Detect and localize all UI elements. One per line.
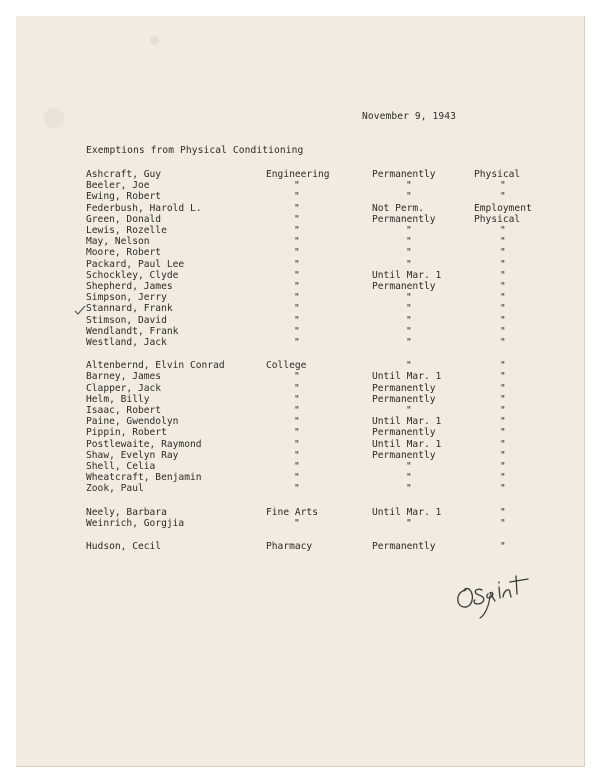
field-cell: " [294, 371, 300, 383]
duration-cell: " [406, 258, 412, 270]
duration-cell: Permanently [372, 541, 436, 552]
student-name: Neely, Barbara [86, 506, 167, 518]
exemption-type-cell: " [500, 371, 506, 383]
check-mark-icon [74, 305, 86, 315]
field-cell: " [294, 225, 300, 236]
duration-cell: Until Mar. 1 [372, 506, 442, 518]
student-name: Federbush, Harold L. [86, 202, 202, 214]
exemption-type-cell: " [500, 517, 506, 529]
table-row [0, 541, 600, 552]
student-name: Paine, Gwendolyn [86, 416, 179, 428]
table-row [0, 461, 600, 472]
exemption-type-cell: Physical [474, 213, 521, 225]
exemption-type-cell: " [500, 258, 506, 270]
duration-cell: Permanently [372, 213, 436, 225]
field-cell: " [294, 191, 300, 203]
student-name: Wheatcraft, Benjamin [86, 472, 202, 484]
duration-cell: " [406, 314, 412, 326]
table-row [0, 371, 600, 382]
table-row [0, 439, 600, 450]
duration-cell: " [406, 247, 412, 259]
student-name: Altenbernd, Elvin Conrad [86, 360, 225, 372]
table-row [0, 259, 600, 270]
duration-cell: Until Mar. 1 [372, 416, 442, 428]
field-cell: " [294, 483, 300, 495]
field-cell: " [294, 236, 300, 248]
field-cell: " [294, 393, 300, 405]
exemption-type-cell: " [500, 449, 506, 461]
table-row [0, 450, 600, 461]
exemption-type-cell: " [500, 541, 506, 552]
field-cell: " [294, 461, 300, 472]
student-name: Schockley, Clyde [86, 269, 179, 281]
field-cell: " [294, 281, 300, 292]
student-name: Stimson, David [86, 314, 167, 326]
student-name: Lewis, Rozelle [86, 225, 167, 236]
duration-cell: " [406, 337, 412, 348]
exemption-type-cell: " [500, 461, 506, 472]
duration-cell: Permanently [372, 169, 436, 180]
table-row [0, 405, 600, 416]
student-name: Hudson, Cecil [86, 541, 162, 552]
table-row [0, 214, 600, 225]
student-name: Clapper, Jack [86, 382, 162, 394]
field-cell: " [294, 258, 300, 270]
student-name: May, Nelson [86, 236, 150, 248]
table-row [0, 427, 600, 438]
field-cell: Pharmacy [266, 541, 313, 552]
table-row [0, 247, 600, 258]
duration-cell: " [406, 292, 412, 304]
exemption-type-cell: " [500, 416, 506, 428]
duration-cell: Not Perm. [372, 202, 424, 214]
student-name: Weinrich, Gorgjia [86, 517, 185, 529]
table-row [0, 180, 600, 191]
table-row [0, 203, 600, 214]
exemption-type-cell: " [500, 191, 506, 203]
table-row [0, 483, 600, 494]
student-name: Stannard, Frank [86, 303, 173, 315]
duration-cell: " [406, 360, 412, 372]
duration-cell: Permanently [372, 449, 436, 461]
table-row [0, 326, 600, 337]
exemption-type-cell: " [500, 382, 506, 394]
student-name: Helm, Billy [86, 393, 150, 405]
field-cell: " [294, 292, 300, 304]
field-cell: " [294, 325, 300, 337]
duration-cell: Permanently [372, 427, 436, 439]
duration-cell: " [406, 225, 412, 236]
exemption-type-cell: " [500, 180, 506, 192]
field-cell: " [294, 405, 300, 416]
table-row [0, 270, 600, 281]
handwritten-signature [452, 560, 534, 620]
exemption-type-cell: " [500, 269, 506, 281]
duration-cell: " [406, 180, 412, 192]
field-cell: " [294, 472, 300, 484]
exemption-type-cell: " [500, 325, 506, 337]
table-row [0, 225, 600, 236]
duration-cell: Until Mar. 1 [372, 371, 442, 383]
document-date: November 9, 1943 [362, 111, 457, 122]
duration-cell: Permanently [372, 382, 436, 394]
student-name: Beeler, Joe [86, 180, 150, 192]
table-row [0, 394, 600, 405]
table-row [0, 360, 600, 371]
student-name: Wendlandt, Frank [86, 325, 179, 337]
paper-stain [44, 108, 64, 128]
duration-cell: " [406, 517, 412, 529]
exemption-type-cell: " [500, 405, 506, 416]
field-cell: " [294, 269, 300, 281]
field-cell: " [294, 517, 300, 529]
exemption-type-cell: Employment [474, 202, 532, 214]
field-cell: " [294, 449, 300, 461]
student-name: Green, Donald [86, 213, 162, 225]
student-name: Packard, Paul Lee [86, 258, 185, 270]
exemption-type-cell: " [500, 360, 506, 372]
exemption-type-cell: " [500, 483, 506, 495]
document-heading: Exemptions from Physical Conditioning [86, 145, 304, 156]
table-row [0, 383, 600, 394]
exemption-type-cell: Physical [474, 169, 521, 180]
field-cell: " [294, 382, 300, 394]
table-row [0, 281, 600, 292]
duration-cell: " [406, 405, 412, 416]
duration-cell: " [406, 236, 412, 248]
student-name: Barney, James [86, 371, 162, 383]
table-row [0, 337, 600, 348]
field-cell: " [294, 314, 300, 326]
exemption-type-cell: " [500, 281, 506, 292]
field-cell: " [294, 438, 300, 450]
table-row [0, 518, 600, 529]
duration-cell: Permanently [372, 281, 436, 292]
duration-cell: Permanently [372, 393, 436, 405]
student-name: Pippin, Robert [86, 427, 167, 439]
duration-cell: " [406, 461, 412, 472]
student-name: Zook, Paul [86, 483, 144, 495]
student-name: Ewing, Robert [86, 191, 162, 203]
duration-cell: " [406, 472, 412, 484]
exemption-type-cell: " [500, 247, 506, 259]
duration-cell: " [406, 303, 412, 315]
table-row [0, 315, 600, 326]
table-row [0, 507, 600, 518]
exemption-type-cell: " [500, 472, 506, 484]
field-cell: Engineering [266, 169, 330, 180]
field-cell: " [294, 213, 300, 225]
table-row [0, 472, 600, 483]
table-row [0, 303, 600, 314]
student-name: Ashcraft, Guy [86, 169, 162, 180]
student-name: Shell, Celia [86, 461, 156, 472]
exemption-type-cell: " [500, 506, 506, 518]
field-cell: Fine Arts [266, 506, 318, 518]
duration-cell: Until Mar. 1 [372, 438, 442, 450]
exemption-type-cell: " [500, 337, 506, 348]
table-row [0, 236, 600, 247]
student-name: Shaw, Evelyn Ray [86, 449, 179, 461]
duration-cell: " [406, 483, 412, 495]
exemption-type-cell: " [500, 314, 506, 326]
exemption-type-cell: " [500, 438, 506, 450]
exemption-type-cell: " [500, 292, 506, 304]
field-cell: " [294, 247, 300, 259]
exemption-type-cell: " [500, 303, 506, 315]
exemption-type-cell: " [500, 225, 506, 236]
field-cell: " [294, 337, 300, 348]
field-cell: " [294, 416, 300, 428]
duration-cell: " [406, 325, 412, 337]
field-cell: " [294, 427, 300, 439]
paper-stain [150, 36, 159, 45]
field-cell: " [294, 303, 300, 315]
exemption-type-cell: " [500, 393, 506, 405]
exemption-type-cell: " [500, 236, 506, 248]
table-row [0, 169, 600, 180]
table-row [0, 292, 600, 303]
student-name: Postlewaite, Raymond [86, 438, 202, 450]
student-name: Isaac, Robert [86, 405, 162, 416]
exemption-type-cell: " [500, 427, 506, 439]
field-cell: " [294, 180, 300, 192]
student-name: Moore, Robert [86, 247, 162, 259]
student-name: Simpson, Jerry [86, 292, 167, 304]
field-cell: " [294, 202, 300, 214]
field-cell: College [266, 360, 307, 372]
table-row [0, 416, 600, 427]
duration-cell: " [406, 191, 412, 203]
student-name: Shepherd, James [86, 281, 173, 292]
table-row [0, 191, 600, 202]
duration-cell: Until Mar. 1 [372, 269, 442, 281]
student-name: Westland, Jack [86, 337, 167, 348]
